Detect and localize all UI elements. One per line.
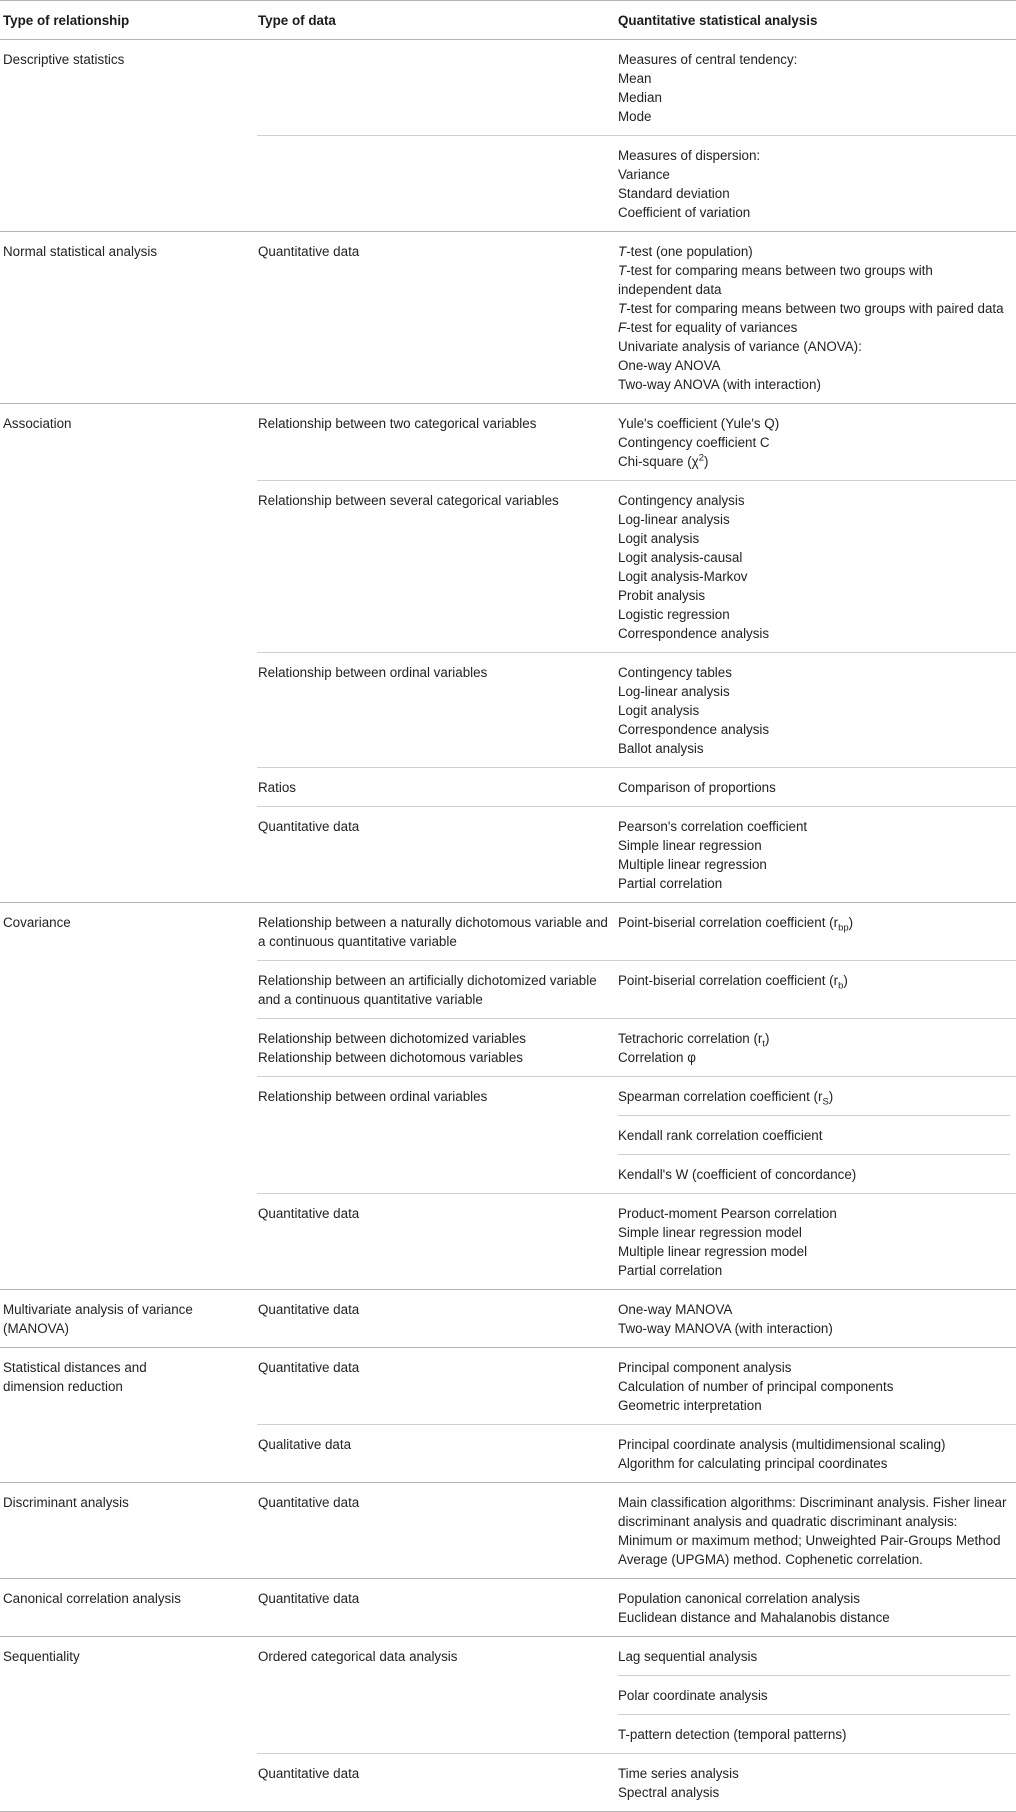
- data-type-cell: [257, 1194, 616, 1289]
- analysis-block: [618, 136, 1010, 231]
- analysis-item: Comparison of proportions: [618, 780, 776, 795]
- analysis-item: Probit analysis: [618, 588, 706, 603]
- data-type-label: Ordered categorical data analysis: [258, 1649, 458, 1664]
- relationship-label: Canonical correlation analysis: [3, 1591, 181, 1606]
- analysis-item: Tetrachoric correlation $(r_t)$: [618, 1031, 770, 1050]
- data-type-cell: [257, 1483, 616, 1578]
- relationship-cell: [0, 1290, 257, 1347]
- analysis-block: [618, 1348, 1010, 1424]
- relationship-label: dimension reduction: [3, 1379, 123, 1394]
- data-type-label: Quantitative data: [258, 819, 360, 834]
- analysis-item: Logit analysis: [618, 531, 700, 546]
- analysis-cell: [616, 768, 1016, 806]
- analysis-cell: [616, 1637, 1016, 1753]
- analysis-item: Median: [618, 90, 662, 105]
- table-row: [257, 806, 1016, 902]
- data-type-label: Quantitative data: [258, 1360, 360, 1375]
- analysis-item: Standard deviation: [618, 186, 730, 201]
- analysis-item: Euclidean distance and Mahalanobis distance: [618, 1610, 890, 1625]
- relationship-cell: [0, 1637, 257, 1811]
- analysis-item: Principal component analysis: [618, 1360, 792, 1375]
- table-row: [257, 404, 1016, 480]
- table-row: [257, 960, 1016, 1018]
- data-type-text: [258, 807, 616, 845]
- analysis-item: Simple linear regression model: [618, 1225, 802, 1240]
- analysis-item: Two-way MANOVA (with interaction): [618, 1321, 833, 1336]
- table-row: [257, 1424, 1016, 1482]
- table-row: [257, 135, 1016, 231]
- table-row: [257, 232, 1016, 403]
- analysis-item: Log-linear analysis: [618, 512, 730, 527]
- data-type-text: [258, 1194, 616, 1232]
- table-row: [257, 1348, 1016, 1424]
- relationship-cell: [0, 1483, 257, 1578]
- data-type-label: Quantitative data: [258, 1495, 360, 1510]
- data-type-label: Relationship between dichotomized variables: [258, 1031, 526, 1046]
- group-rows: [257, 1483, 1016, 1578]
- relationship-label: Statistical distances and: [3, 1360, 147, 1375]
- analysis-cell: [616, 1425, 1016, 1482]
- relationship-label: Descriptive statistics: [3, 52, 125, 67]
- analysis-cell: [616, 481, 1016, 652]
- analysis-item: Contingency coefficient C: [618, 435, 770, 450]
- data-type-text: [258, 961, 616, 1018]
- data-type-text: [258, 1290, 616, 1328]
- analysis-item: Product-moment Pearson correlation: [618, 1206, 837, 1221]
- analysis-cell: [616, 1194, 1016, 1289]
- analysis-item: Variance: [618, 167, 670, 182]
- table-row: [257, 1753, 1016, 1811]
- analysis-block: [618, 404, 1010, 480]
- data-type-label: Quantitative data: [258, 1206, 360, 1221]
- analysis-cell: [616, 232, 1016, 403]
- analysis-block: [618, 653, 1010, 767]
- header-quantitative-analysis: Quantitative statistical analysis: [618, 13, 818, 28]
- data-type-label: Ratios: [258, 780, 296, 795]
- data-type-text: [258, 136, 616, 155]
- analysis-item: Chi-square $(\chi^2)$: [618, 452, 709, 469]
- analysis-item: Correspondence analysis: [618, 626, 770, 641]
- data-type-text: [258, 768, 616, 806]
- analysis-item: Correspondence analysis: [618, 722, 770, 737]
- analysis-block: [618, 1579, 1010, 1636]
- data-type-label: Relationship between a naturally dichotomous variable and a continuous quantitative variable: [258, 915, 608, 949]
- data-type-cell: [257, 807, 616, 902]
- data-type-cell: [257, 1290, 616, 1347]
- analysis-block: [618, 1019, 1010, 1076]
- analysis-item: Logit analysis-causal: [618, 550, 743, 565]
- table-row-group: [0, 232, 1016, 404]
- data-type-label: Relationship between ordinal variables: [258, 665, 488, 680]
- data-type-text: [258, 903, 616, 960]
- analysis-item: T-pattern detection (temporal patterns): [618, 1727, 847, 1742]
- analysis-item: T-test for comparing means between two groups with independent data: [618, 263, 933, 297]
- data-type-text: [258, 1483, 616, 1521]
- analysis-item: Kendall's W (coefficient of concordance): [618, 1167, 857, 1182]
- group-rows: [257, 1579, 1016, 1636]
- analysis-item: T-test for comparing means between two groups with paired data: [618, 301, 1004, 316]
- data-type-text: [258, 1637, 616, 1675]
- group-rows: [257, 232, 1016, 403]
- data-type-cell: [257, 1637, 616, 1753]
- analysis-item: Two-way ANOVA (with interaction): [618, 377, 821, 392]
- table-row-group: [0, 1483, 1016, 1579]
- table-header: [0, 0, 1016, 40]
- analysis-cell: [616, 1579, 1016, 1636]
- relationship-cell: [0, 1579, 257, 1636]
- analysis-item: Log-linear analysis: [618, 684, 730, 699]
- group-rows: [257, 1637, 1016, 1811]
- table-row: [257, 1637, 1016, 1753]
- analysis-cell: [616, 653, 1016, 767]
- data-type-label: Relationship between several categorical variables: [258, 493, 559, 508]
- table-row-group: [0, 1637, 1016, 1812]
- analysis-item: Yule's coefficient (Yule's Q): [618, 416, 780, 431]
- analysis-block: [618, 1115, 1010, 1154]
- analysis-item: Polar coordinate analysis: [618, 1688, 768, 1703]
- relationship-cell: [0, 1348, 257, 1482]
- analysis-cell: [616, 1754, 1016, 1811]
- analysis-item: Contingency tables: [618, 665, 732, 680]
- analysis-block: [618, 1637, 1010, 1675]
- relationship-label: Discriminant analysis: [3, 1495, 129, 1510]
- data-type-label: Quantitative data: [258, 1766, 360, 1781]
- table-row-group: [0, 1348, 1016, 1483]
- data-type-cell: [257, 404, 616, 480]
- group-rows: [257, 1348, 1016, 1482]
- table-body: [0, 40, 1016, 1812]
- table-row-group: [0, 404, 1016, 903]
- data-type-cell: [257, 1019, 616, 1076]
- analysis-item: F-test for equality of variances: [618, 320, 798, 335]
- analysis-item: Simple linear regression: [618, 838, 762, 853]
- analysis-item: Contingency analysis: [618, 493, 745, 508]
- header-type-of-data: Type of data: [258, 13, 336, 28]
- header-type-of-relationship: Type of relationship: [3, 13, 130, 28]
- relationship-cell: [0, 404, 257, 902]
- group-rows: [257, 404, 1016, 902]
- analysis-item: Measures of central tendency:: [618, 52, 798, 67]
- data-type-label: Relationship between two categorical variables: [258, 416, 537, 431]
- table-row: [257, 767, 1016, 806]
- relationship-label: Covariance: [3, 915, 71, 930]
- table-row: [257, 1193, 1016, 1289]
- analysis-cell: [616, 1290, 1016, 1347]
- analysis-cell: [616, 807, 1016, 902]
- analysis-block: [618, 1483, 1010, 1578]
- data-type-label: Relationship between an artificially dichotomized variable and a continuous quantitative variable: [258, 973, 597, 1007]
- data-type-text: [258, 1348, 616, 1386]
- analysis-item: Algorithm for calculating principal coordinates: [618, 1456, 888, 1471]
- analysis-item: Partial correlation: [618, 1263, 723, 1278]
- data-type-label: Quantitative data: [258, 1302, 360, 1317]
- analysis-item: Point-biserial correlation coefficient $(r_{bp})$: [618, 915, 854, 934]
- relationship-label: (MANOVA): [3, 1321, 69, 1336]
- analysis-item: Correlation φ: [618, 1050, 696, 1065]
- data-type-text: [258, 481, 616, 519]
- analysis-cell: [616, 1348, 1016, 1424]
- analysis-block: [618, 807, 1010, 902]
- analysis-block: [618, 1077, 1010, 1115]
- analysis-cell: [616, 961, 1016, 1018]
- analysis-block: [618, 1754, 1010, 1811]
- analysis-item: Measures of dispersion:: [618, 148, 761, 163]
- analysis-block: [618, 961, 1010, 999]
- data-type-text: [258, 232, 616, 270]
- analysis-item: Pearson's correlation coefficient: [618, 819, 808, 834]
- data-type-cell: [257, 481, 616, 652]
- data-type-cell: [257, 232, 616, 403]
- analysis-item: Multiple linear regression: [618, 857, 767, 872]
- analysis-cell: [616, 1483, 1016, 1578]
- analysis-item: Point-biserial correlation coefficient $(r_b)$: [618, 973, 848, 992]
- relationship-label: Sequentiality: [3, 1649, 80, 1664]
- relationship-label: Association: [3, 416, 72, 431]
- data-type-label: Quantitative data: [258, 1591, 360, 1606]
- group-rows: [257, 903, 1016, 1289]
- table-row: [257, 1076, 1016, 1193]
- analysis-block: [618, 1714, 1010, 1753]
- analysis-block: [618, 903, 1010, 941]
- analysis-item: Partial correlation: [618, 876, 723, 891]
- data-type-text: [258, 40, 616, 59]
- analysis-item: Principal coordinate analysis (multidimensional scaling): [618, 1437, 946, 1452]
- analysis-cell: [616, 40, 1016, 135]
- analysis-item: One-way ANOVA: [618, 358, 721, 373]
- analysis-item: Lag sequential analysis: [618, 1649, 758, 1664]
- table-row: [257, 652, 1016, 767]
- data-type-text: [258, 1019, 616, 1076]
- relationship-cell: [0, 232, 257, 403]
- data-type-cell: [257, 961, 616, 1018]
- relationship-cell: [0, 903, 257, 1289]
- data-type-cell: [257, 136, 616, 231]
- analysis-cell: [616, 903, 1016, 960]
- data-type-text: [258, 1425, 616, 1463]
- analysis-block: [618, 1194, 1010, 1289]
- data-type-text: [258, 404, 616, 442]
- analysis-block: [618, 1425, 1010, 1482]
- data-type-cell: [257, 1425, 616, 1482]
- data-type-label: Qualitative data: [258, 1437, 352, 1452]
- analysis-item: Spectral analysis: [618, 1785, 720, 1800]
- data-type-cell: [257, 1077, 616, 1193]
- analysis-block: [618, 481, 1010, 652]
- analysis-item: Univariate analysis of variance (ANOVA):: [618, 339, 862, 354]
- analysis-block: [618, 1290, 1010, 1347]
- analysis-cell: [616, 1019, 1016, 1076]
- analysis-block: [618, 768, 1010, 806]
- analysis-item: Logistic regression: [618, 607, 730, 622]
- analysis-item: Population canonical correlation analysis: [618, 1591, 860, 1606]
- data-type-label: Quantitative data: [258, 244, 360, 259]
- table-row-group: [0, 1290, 1016, 1348]
- relationship-cell: [0, 40, 257, 231]
- table-row: [257, 1579, 1016, 1636]
- data-type-label: Relationship between dichotomous variables: [258, 1050, 523, 1065]
- data-type-label: Relationship between ordinal variables: [258, 1089, 488, 1104]
- data-type-cell: [257, 40, 616, 135]
- table-row: [257, 1483, 1016, 1578]
- data-type-cell: [257, 903, 616, 960]
- analysis-item: Kendall rank correlation coefficient: [618, 1128, 823, 1143]
- analysis-block: [618, 40, 1010, 135]
- table-row: [257, 903, 1016, 960]
- analysis-item: One-way MANOVA: [618, 1302, 733, 1317]
- analysis-block: [618, 232, 1010, 403]
- data-type-cell: [257, 1579, 616, 1636]
- analysis-item: Spearman correlation coefficient $(r_S)$: [618, 1089, 834, 1108]
- group-rows: [257, 40, 1016, 231]
- analysis-item: T-test (one population): [618, 244, 753, 259]
- analysis-item: Logit analysis-Markov: [618, 569, 748, 584]
- data-type-cell: [257, 653, 616, 767]
- analysis-cell: [616, 136, 1016, 231]
- relationship-label: Normal statistical analysis: [3, 244, 158, 259]
- analysis-item: Mean: [618, 71, 652, 86]
- data-type-text: [258, 1754, 616, 1792]
- analysis-item: Multiple linear regression model: [618, 1244, 808, 1259]
- analysis-block: [618, 1675, 1010, 1714]
- table-row-group: [0, 40, 1016, 232]
- data-type-text: [258, 1077, 616, 1115]
- analysis-cell: [616, 404, 1016, 480]
- table-row-group: [0, 903, 1016, 1290]
- data-type-cell: [257, 1348, 616, 1424]
- table-row: [257, 1018, 1016, 1076]
- table-row: [257, 480, 1016, 652]
- analysis-item: Mode: [618, 109, 652, 124]
- analysis-item: Coefficient of variation: [618, 205, 751, 220]
- group-rows: [257, 1290, 1016, 1347]
- analysis-item: Geometric interpretation: [618, 1398, 762, 1413]
- analysis-cell: [616, 1077, 1016, 1193]
- data-type-cell: [257, 768, 616, 806]
- data-type-text: [258, 653, 616, 691]
- analysis-item: Ballot analysis: [618, 741, 704, 756]
- table-row-group: [0, 1579, 1016, 1637]
- analysis-item: Logit analysis: [618, 703, 700, 718]
- table-row: [257, 1290, 1016, 1347]
- analysis-block: [618, 1154, 1010, 1193]
- analysis-item: Main classification algorithms: Discriminant analysis. Fisher linear discriminant analysis and quadratic discriminant analysis: Minimum or maximum method; Unweighted Pair-Groups Method Average (UPGMA) method. Cophenetic correlation.: [618, 1495, 1007, 1567]
- analysis-item: Time series analysis: [618, 1766, 739, 1781]
- analysis-item: Calculation of number of principal components: [618, 1379, 894, 1394]
- data-type-cell: [257, 1754, 616, 1811]
- data-type-text: [258, 1579, 616, 1617]
- relationship-label: Multivariate analysis of variance: [3, 1302, 193, 1317]
- table-row: [257, 40, 1016, 135]
